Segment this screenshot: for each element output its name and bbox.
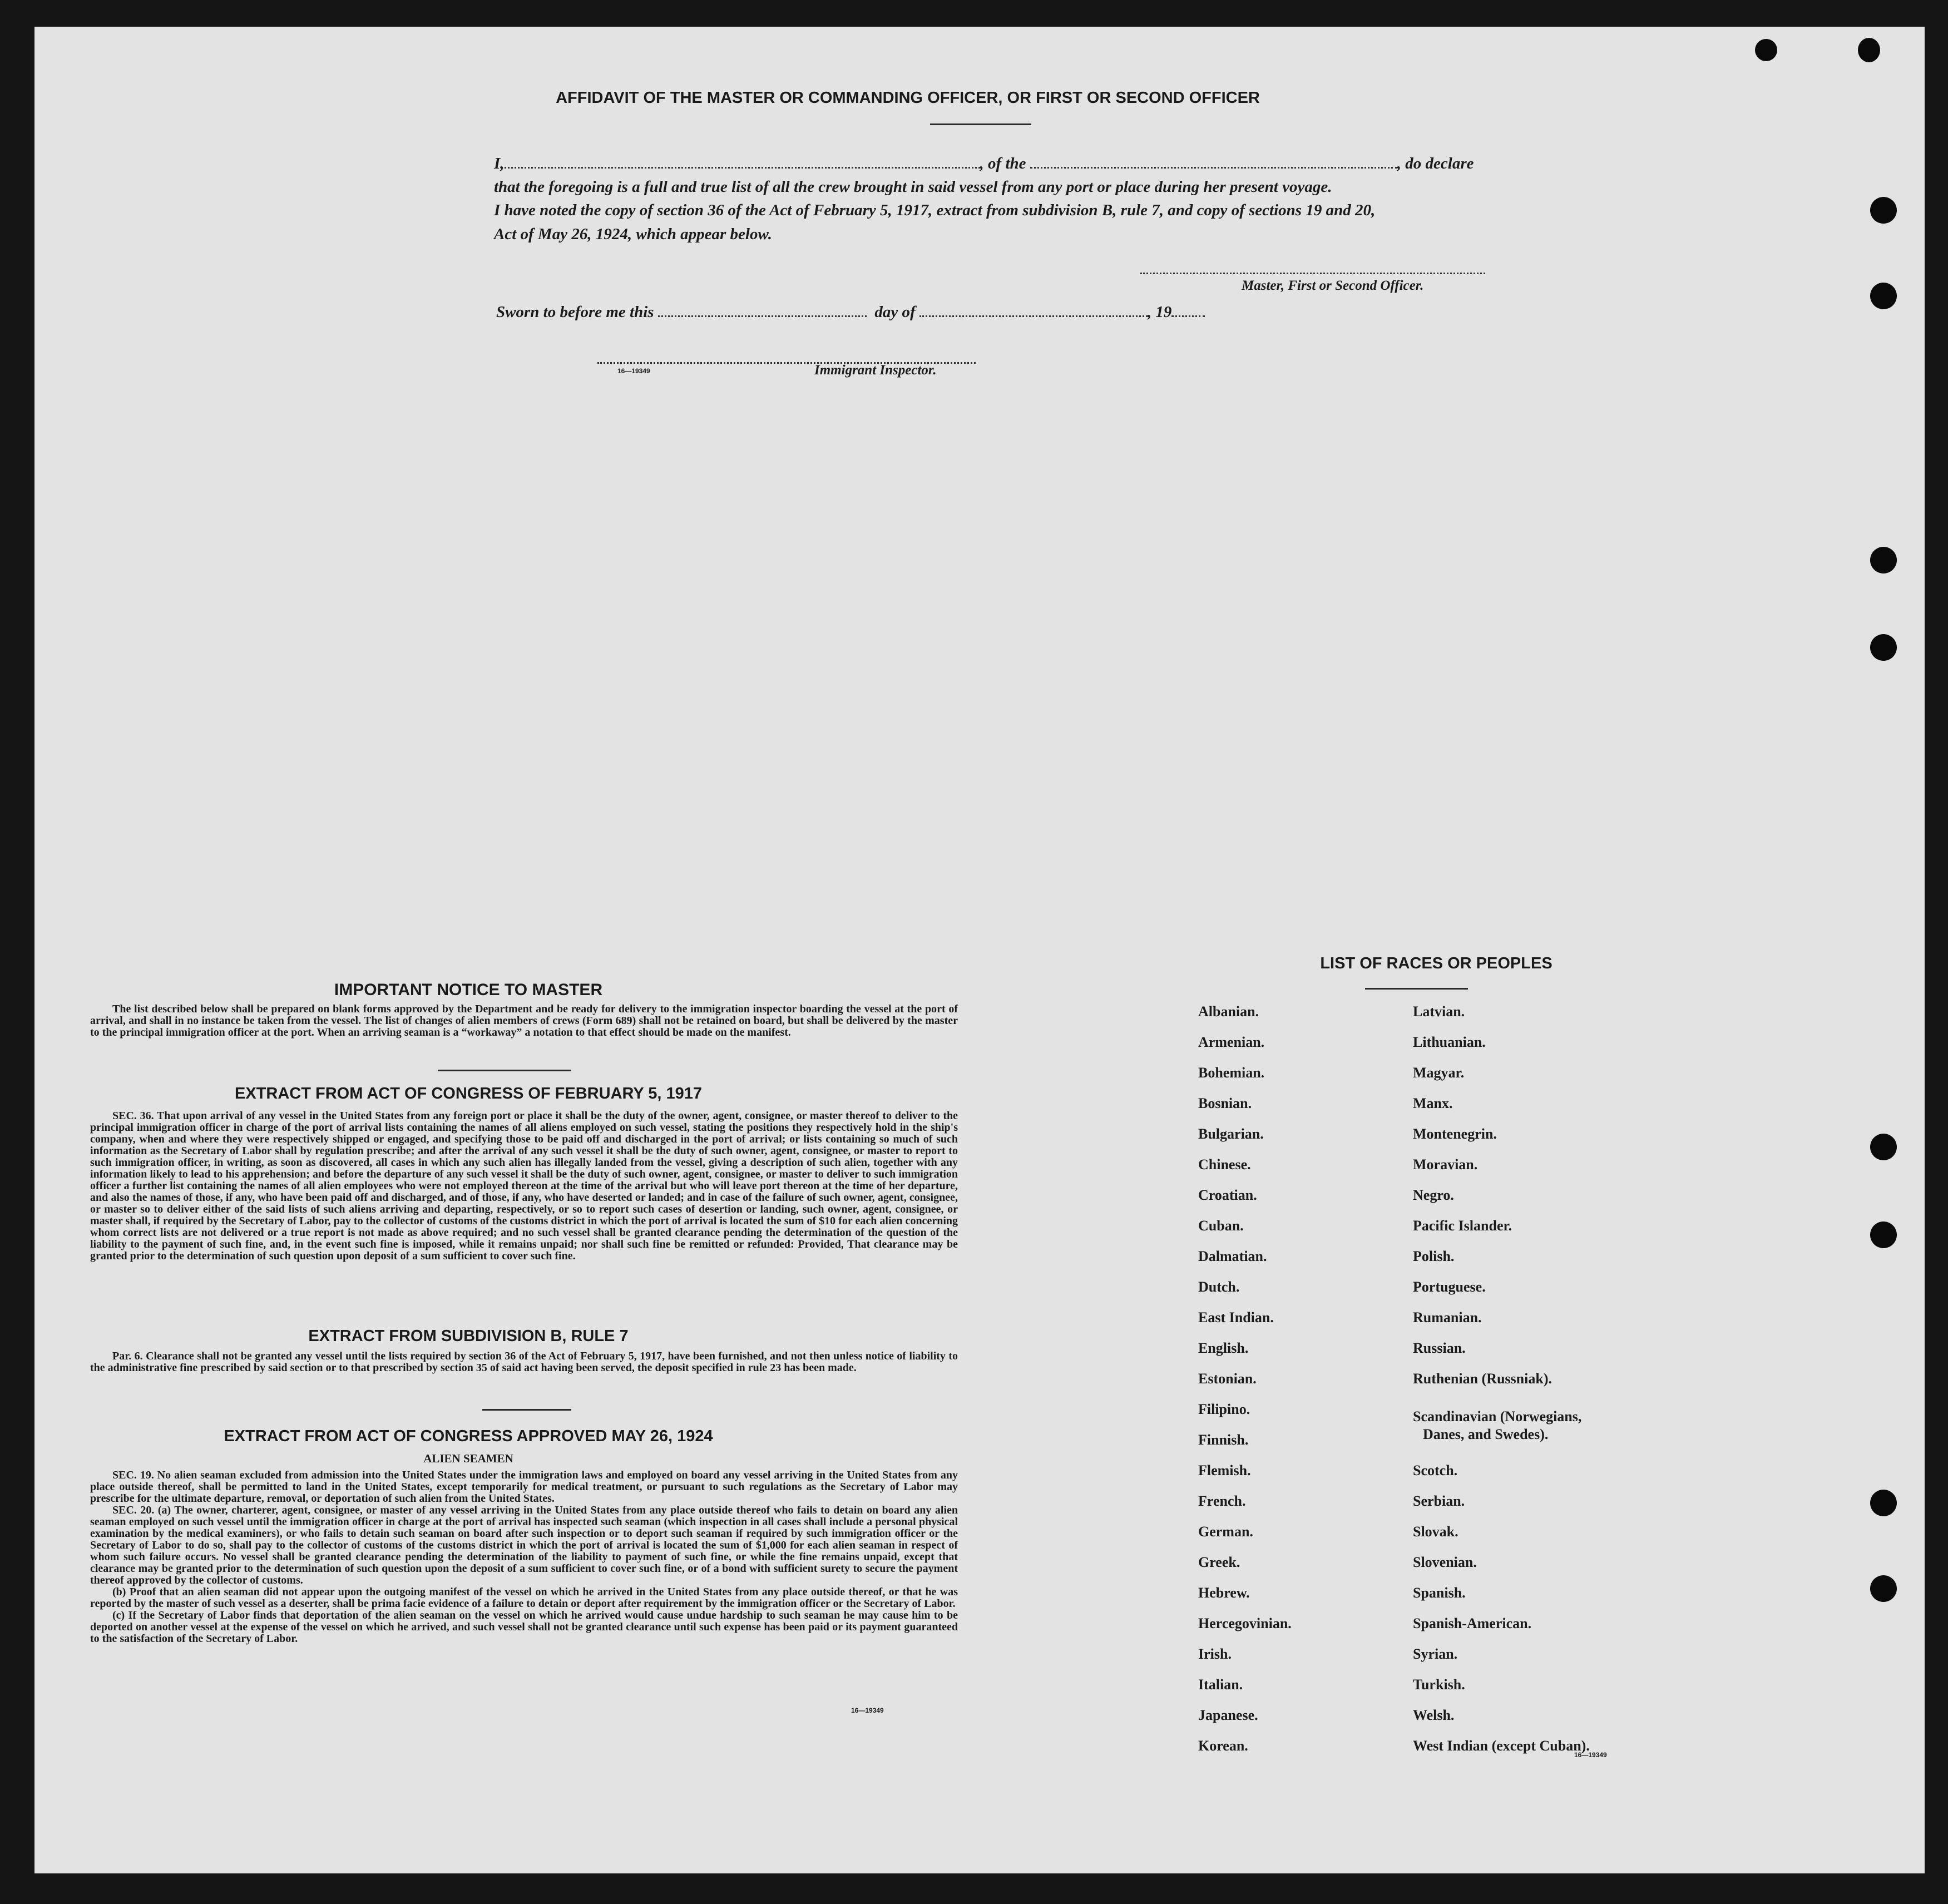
races-title: LIST OF RACES OR PEOPLES: [1320, 955, 1553, 972]
race-item: Rumanian.: [1413, 1309, 1482, 1326]
race-item: Dutch.: [1198, 1279, 1240, 1295]
day-of-text: day of: [874, 303, 916, 321]
race-item: Slovak.: [1413, 1524, 1458, 1540]
section-20b-paragraph: (b) Proof that an alien seaman did not appear upon the outgoing manifest of the vessel on which he arrived in the United States from any place outside thereof, or that he was reported by the master of such vessel as a deserter, shall be prima facie evidence of a failure to detain or deport after requirement by the immigration officer or the Secretary of Labor.: [90, 1586, 958, 1610]
notice-rule: [438, 1070, 571, 1071]
extract-1917-text: [90, 1110, 958, 1262]
punch-hole: [1870, 1490, 1897, 1516]
notice-title: IMPORTANT NOTICE TO MASTER: [334, 981, 603, 999]
extract-1924-title: EXTRACT FROM ACT OF CONGRESS APPROVED MAY 26, 1924: [224, 1427, 713, 1445]
race-item: Bosnian.: [1198, 1095, 1252, 1111]
punch-hole: [1870, 1134, 1897, 1160]
rule-7-title: EXTRACT FROM SUBDIVISION B, RULE 7: [308, 1327, 629, 1345]
affidavit-line-2: that the foregoing is a full and true list of all the crew brought in said vessel from any port or place during her present voyage.: [494, 178, 1332, 196]
race-item: Manx.: [1413, 1095, 1453, 1111]
race-item: Hebrew.: [1198, 1585, 1250, 1601]
race-item: Polish.: [1413, 1248, 1455, 1264]
section-19-paragraph: SEC. 19. No alien seaman excluded from admission into the United States under the immigration laws and employed on board any vessel arriving in the United States from any place outside thereof, shall be permitted to land in the United States, except temporarily for medical treatment, or pursuant to such regulations as the Secretary of Labor may prescribe for the ultimate departure, removal, or deportation of such alien from the United States.: [90, 1469, 958, 1505]
race-item: Flemish.: [1198, 1462, 1251, 1478]
vessel-blank: [1030, 161, 1397, 169]
affidavit-line-1: [494, 155, 1556, 173]
punch-hole: [1870, 547, 1897, 573]
race-item: Bulgarian.: [1198, 1126, 1264, 1142]
document-page: [34, 27, 1925, 1873]
race-item: Italian.: [1198, 1676, 1243, 1693]
race-item: Hercegovinian.: [1198, 1615, 1292, 1631]
race-item: Magyar.: [1413, 1065, 1465, 1081]
race-item: Serbian.: [1413, 1493, 1465, 1509]
race-item: Dalmatian.: [1198, 1248, 1267, 1264]
race-item: Russian.: [1413, 1340, 1466, 1356]
races-title-rule: [1365, 988, 1468, 990]
section-20a-paragraph: SEC. 20. (a) The owner, charterer, agent, consignee, or master of any vessel arriving in the United States from any place outside thereof who fails to detain on board any alien seaman employed on such vessel until the immigration officer in charge at the port of arrival has inspected such seaman (which inspection in all cases shall include a personal physical examination by the medical examiners), or who fails to detain such seaman on board after such inspection or to deport such seaman if required by such immigration officer or the Secretary of Labor to do so, shall pay to the collector of customs of the customs district in which the port of arrival is located the sum of $1,000 for each alien seaman in respect of whom such failure occurs. No vessel shall be granted clearance pending the determination of the liability to payment of such fine, or while the fine remains unpaid, except that clearance may be granted prior to the determination of such question upon the deposit of a sum sufficient to cover such fine, or of a bond with sufficient surety to secure the payment thereof approved by the collector of customs.: [90, 1504, 958, 1586]
alien-seamen-subtitle: ALIEN SEAMEN: [423, 1452, 513, 1465]
form-number-bottom-right: 16—19349: [1574, 1751, 1607, 1759]
affidavit-line-4: Act of May 26, 1924, which appear below.: [494, 225, 772, 243]
inspector-label: Immigrant Inspector.: [814, 363, 937, 378]
name-blank: [505, 161, 980, 169]
race-item: Spanish-American.: [1413, 1615, 1532, 1631]
form-number-top: 16—19349: [617, 367, 650, 375]
rule-7-text: [90, 1351, 958, 1374]
extract-1917-title: EXTRACT FROM ACT OF CONGRESS OF FEBRUARY 5, 1917: [234, 1085, 703, 1102]
race-item: Turkish.: [1413, 1676, 1465, 1693]
punch-hole: [1870, 197, 1897, 224]
race-item: West Indian (except Cuban).: [1413, 1738, 1590, 1754]
sworn-line: [496, 303, 1275, 322]
races-right-column: [1413, 1003, 1747, 1793]
race-item: Danes, and Swedes).: [1423, 1426, 1549, 1442]
sworn-text: Sworn to before me this: [496, 303, 654, 321]
race-item: Pacific Islander.: [1413, 1218, 1512, 1234]
affidavit-of-the: , of the: [980, 155, 1026, 172]
section-20c-paragraph: (c) If the Secretary of Labor finds that deportation of the alien seaman on the vessel on which he arrived would cause undue hardship to such seaman he may cause him to be deported on another vessel at the expense of the vessel on which he arrived, and such vessel shall not be granted clearance until such expense has been paid or its payment guaranteed to the satisfaction of the Secretary of Labor.: [90, 1609, 958, 1645]
race-item: Chinese.: [1198, 1156, 1251, 1173]
punch-hole: [1870, 1575, 1897, 1602]
punch-hole: [1870, 283, 1897, 309]
master-label: Master, First or Second Officer.: [1242, 278, 1424, 293]
race-item: Spanish.: [1413, 1585, 1466, 1601]
race-item: Scandinavian (Norwegians,: [1413, 1408, 1582, 1425]
race-item: Korean.: [1198, 1738, 1248, 1754]
race-item: French.: [1198, 1493, 1246, 1509]
race-item: Lithuanian.: [1413, 1034, 1486, 1050]
race-item: Croatian.: [1198, 1187, 1257, 1203]
notice-paragraph: The list described below shall be prepared on blank forms approved by the Department and be ready for delivery to the immigration inspector boarding the vessel at the port of arrival, and shall in no instance be taken from the vessel. The list of changes of alien members of crews (Form 689) shall not be retained on board, but shall be delivered by the master to the principal immigration officer at the port. When an arriving seaman is a “workaway” a notation to that effect should be made on the manifest.: [90, 1003, 958, 1038]
master-signature-line: [1140, 273, 1485, 274]
races-left-column: [1198, 1003, 1398, 1793]
race-item: Welsh.: [1413, 1707, 1455, 1723]
race-item: Bohemian.: [1198, 1065, 1265, 1081]
race-item: Syrian.: [1413, 1646, 1458, 1662]
race-item: Irish.: [1198, 1646, 1232, 1662]
affidavit-do-declare: , do declare: [1397, 155, 1474, 172]
day-blank: [658, 310, 867, 317]
rule-7-rule: [482, 1409, 571, 1411]
month-blank: [919, 310, 1148, 317]
race-item: Ruthenian (Russniak).: [1413, 1371, 1552, 1387]
affidavit-line-3: I have noted the copy of section 36 of the Act of February 5, 1917, extract from subdivision B, rule 7, and copy of sections 19 and 20,: [494, 201, 1376, 219]
affidavit-title-rule: [930, 123, 1031, 125]
race-item: English.: [1198, 1340, 1249, 1356]
race-item: Latvian.: [1413, 1003, 1465, 1020]
punch-hole: [1858, 38, 1880, 62]
year-blank: [1171, 310, 1205, 317]
extract-1924-text: [90, 1470, 958, 1645]
form-number-bottom-left: 16—19349: [851, 1707, 884, 1714]
race-item: Greek.: [1198, 1554, 1240, 1570]
race-item: Montenegrin.: [1413, 1126, 1497, 1142]
race-item: Filipino.: [1198, 1401, 1250, 1417]
race-item: East Indian.: [1198, 1309, 1274, 1326]
race-item: Scotch.: [1413, 1462, 1458, 1478]
section-36-paragraph: SEC. 36. That upon arrival of any vessel in the United States from any foreign port or place it shall be the duty of the owner, agent, consignee, or master thereof to deliver to the principal immigration officer in charge of the port of arrival lists containing the names of all aliens employed on such vessel, stating the positions they respectively hold in the ship's company, when and where they were respectively shipped or engaged, and specifying those to be paid off and discharged in the port of arrival; or lists containing so much of such information as the Secretary of Labor shall by regulation prescribe; and after the arrival of any such vessel it shall be the duty of such owner, agent, consignee, or master to report to such immigration officer, in writing, as soon as discovered, all cases in which any such alien has illegally landed from the vessel, giving a description of such alien, together with any information likely to lead to his apprehension; and before the departure of any such vessel it shall be the duty of such owner, agent, consignee, or master to deliver to such immigration officer a further list containing the names of all alien employees who were not employed thereon at the time of the arrival but who will leave port thereon at the time of her departure, and also the names of those, if any, who have been paid off and discharged, and of those, if any, who have deserted or landed; and in case of the failure of such owner, agent, consignee, or master so to deliver either of the said lists of such aliens arriving and departing, respectively, or so to report such cases of desertion or landing, such owner, agent, consignee, or master shall, if required by the Secretary of Labor, pay to the collector of customs of the customs district in which the port of arrival is located the sum of $10 for each alien concerning whom correct lists are not delivered or a true report is not made as above required; and no such vessel shall be granted clearance pending the determination of the question of the liability to the payment of such fine, and, in the event such fine is imposed, while it remains unpaid; nor shall such fine be remitted or refunded: Provided, That clearance may be granted prior to the determination of such question upon deposit of a sum sufficient to cover such fine.: [90, 1110, 958, 1262]
race-item: Japanese.: [1198, 1707, 1258, 1723]
race-item: Slovenian.: [1413, 1554, 1477, 1570]
race-item: German.: [1198, 1524, 1253, 1540]
affidavit-i: I,: [494, 155, 505, 172]
punch-hole: [1755, 39, 1777, 61]
race-item: Estonian.: [1198, 1371, 1257, 1387]
year-prefix: , 19: [1147, 303, 1172, 321]
race-item: Negro.: [1413, 1187, 1454, 1203]
notice-text: [90, 1003, 958, 1038]
race-item: Finnish.: [1198, 1432, 1249, 1448]
race-item: Armenian.: [1198, 1034, 1265, 1050]
punch-hole: [1870, 1221, 1897, 1248]
rule-7-paragraph: Par. 6. Clearance shall not be granted any vessel until the lists required by section 36 of the Act of February 5, 1917, have been furnished, and not then unless notice of liability to the administrative fine prescribed by said section or to that prescribed by section 35 of said act having been served, the deposit specified in rule 23 has been made.: [90, 1350, 958, 1374]
race-item: Moravian.: [1413, 1156, 1478, 1173]
race-item: Portuguese.: [1413, 1279, 1486, 1295]
affidavit-title: AFFIDAVIT OF THE MASTER OR COMMANDING OFFICER, OR FIRST OR SECOND OFFICER: [556, 89, 1260, 107]
punch-hole: [1870, 634, 1897, 661]
race-item: Albanian.: [1198, 1003, 1259, 1020]
race-item: Cuban.: [1198, 1218, 1244, 1234]
